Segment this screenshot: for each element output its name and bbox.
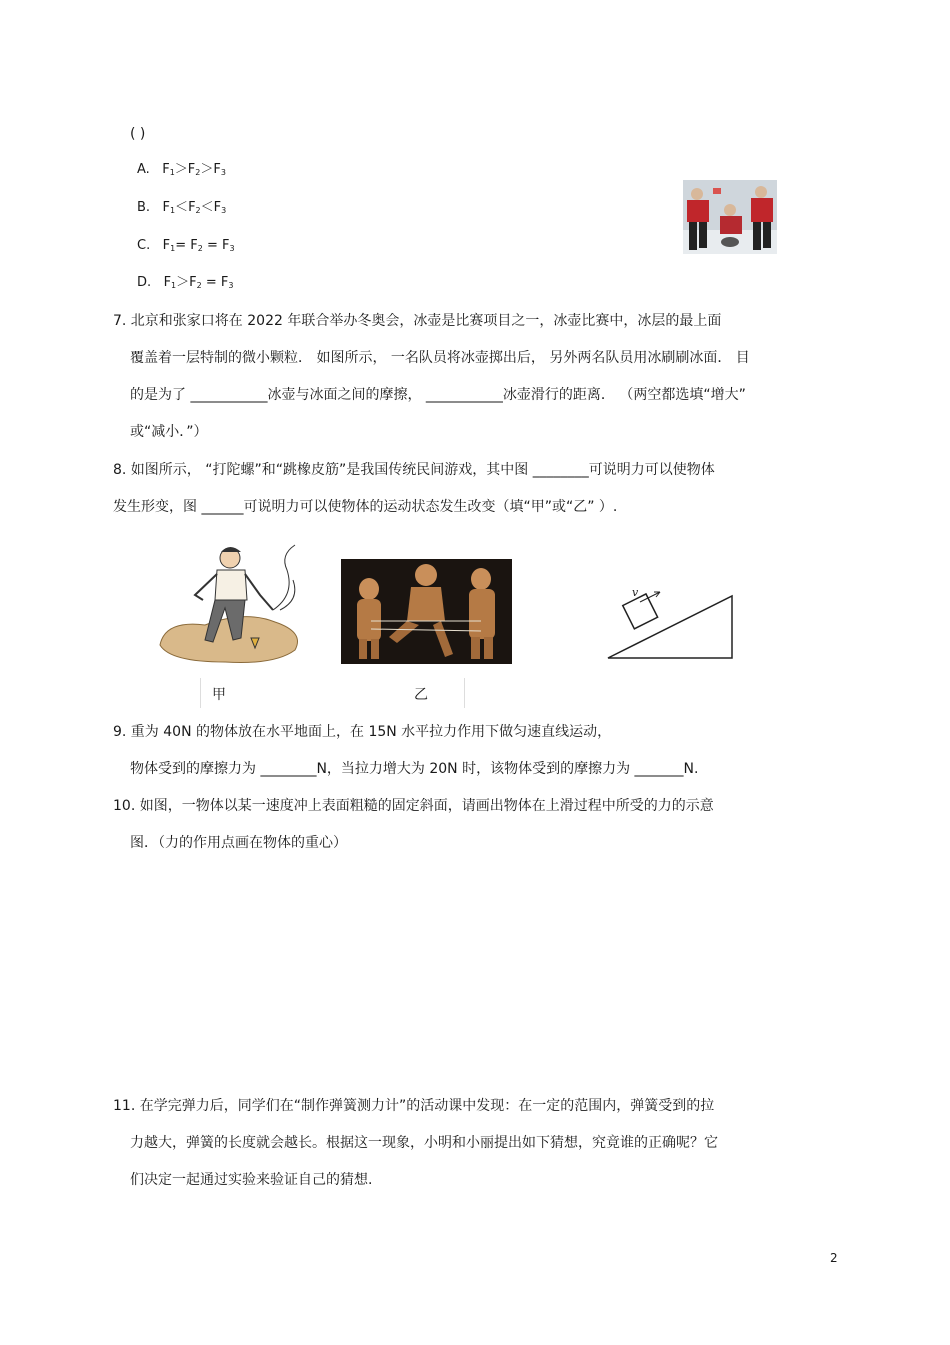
q11-line-2: 力越大，弹簧的长度就会越长。根据这一现象，小明和小丽提出如下猜想，究竟谁的正确呢？它 [130, 1135, 718, 1151]
q7-line-2: 覆盖着一层特制的微小颗粒． 如图所示， 一名队员将冰壶掷出后， 另外两名队员用冰刷刷冰面． 目 [130, 350, 750, 366]
caption-yi: 乙 [414, 687, 428, 703]
q6-option-a[interactable]: A. $F_1>F_2>F_3$ [137, 162, 226, 177]
spinning-top-illustration [155, 540, 305, 665]
q9-line-2: 物体受到的摩擦力为 ________N，当拉力增大为 20N 时，该物体受到的摩擦力为 _______N. [130, 761, 699, 777]
q6-option-c[interactable]: C. $F_1= F_2 = F_3$ [137, 238, 235, 253]
q7-line-3: 的是为了 ___________冰壶与冰面之间的摩擦， ___________冰壶滑行的距离． （两空都选填“增大” [130, 387, 746, 403]
q6-option-b[interactable]: B. $F_1<F_2<F_3$ [137, 200, 227, 215]
q7-line-4: 或“减小．”） [130, 424, 208, 440]
incline-diagram [600, 580, 745, 665]
rubber-band-photo [341, 559, 512, 664]
curling-photo [683, 180, 777, 254]
q11-line-1: 11. 在学完弹力后，同学们在“制作弹簧测力计”的活动课中发现：在一定的范围内，弹簧受到的拉 [113, 1098, 715, 1114]
q6-option-d[interactable]: D. $F_1>F_2 = F_3$ [137, 275, 234, 290]
q10-line-2: 图．（力的作用点画在物体的重心） [130, 835, 347, 851]
q11-line-3: 们决定一起通过实验来验证自己的猜想. [130, 1172, 373, 1188]
q8-line-1: 8. 如图所示， “打陀螺”和“跳橡皮筋”是我国传统民间游戏，其中图 ________可说明力可以使物体 [113, 462, 715, 478]
caption-jia: 甲 [212, 687, 226, 703]
q9-line-1: 9. 重为 40N 的物体放在水平地面上，在 15N 水平拉力作用下做匀速直线运动， [113, 724, 612, 740]
page-number: 2 [830, 1251, 838, 1265]
q7-line-1: 7. 北京和张家口将在 2022 年联合举办冬奥会，冰壶是比赛项目之一，冰壶比赛中，冰层的最上面 [113, 313, 722, 329]
q8-line-2: 发生形变，图 ______可说明力可以使物体的运动状态发生改变（填“甲”或“乙” ）. [113, 499, 618, 515]
caption-divider-left [200, 678, 201, 708]
q10-line-1: 10. 如图，一物体以某一速度冲上表面粗糙的固定斜面，请画出物体在上滑过程中所受的力的示意 [113, 798, 714, 814]
q6-answer-paren: ( ) [130, 126, 146, 142]
caption-divider-right [464, 678, 465, 708]
velocity-label: v [632, 586, 639, 599]
